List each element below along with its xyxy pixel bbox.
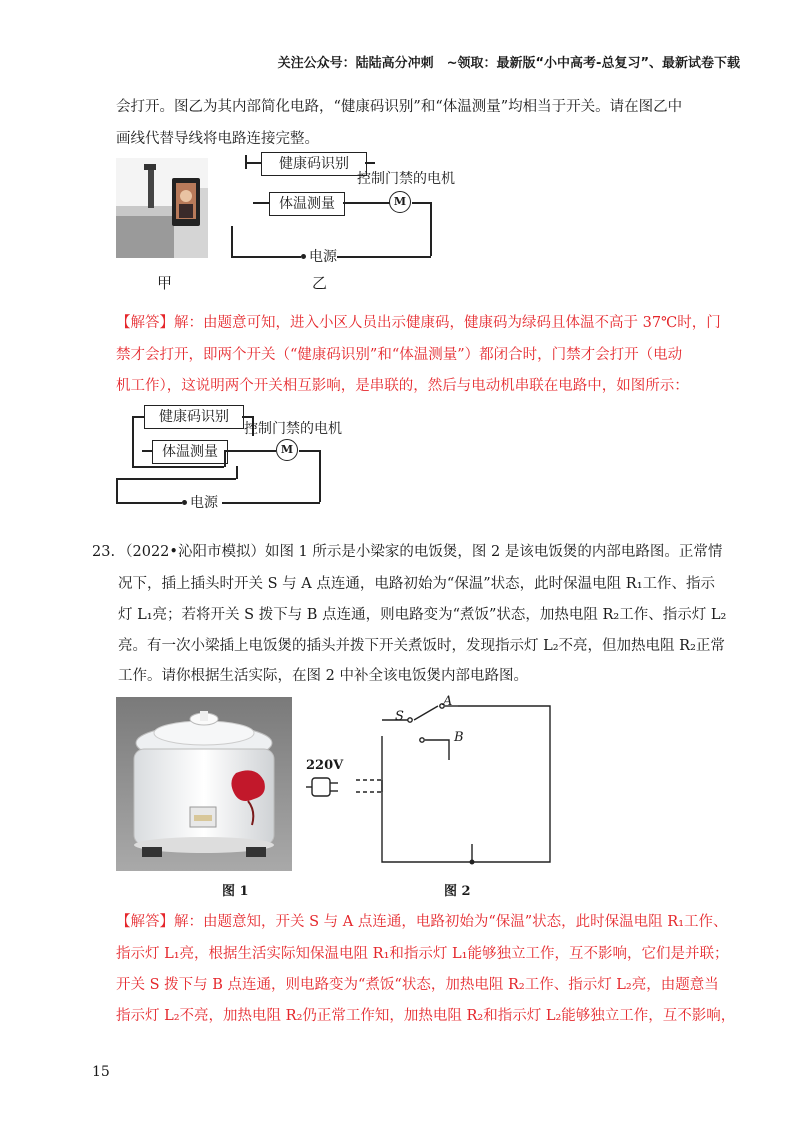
motor-label-answer: 控制门禁的电机 [244,421,342,437]
power-label: 电源 [309,246,337,266]
voltage-label: 220V [306,758,344,773]
answer-text: 解：由题意可知，进入小区人员出示健康码，健康码为绿码且体温不高于 37℃时，门 [174,315,721,331]
q23-answer-line-1 [116,907,728,938]
q23-line-4: 亮。有一次小梁插上电饭煲的插头并拨下开关煮饭时，发现指示灯 L₂不亮，但加热电阻 R₂正常 [118,638,725,654]
box-temperature: 体温测量 [269,192,345,216]
motor-label: 控制门禁的电机 [357,171,455,187]
power-label-answer: 电源 [190,492,218,512]
q23-answer-line-2: 指示灯 L₁亮，根据生活实际知保温电阻 R₁和指示灯 L₁能够独立工作，互不影响，它们是并联； [116,946,729,962]
q23-line-3: 灯 L₁亮；若将开关 S 拨下与 B 点连通，则电路变为“煮饭”状态，加热电阻 R₂工作、指示灯 L₂ [118,607,727,623]
figure-yi-label: 乙 [312,274,328,292]
figure-jia-photo [116,158,208,258]
motor-symbol-answer: M [276,439,298,461]
switch-s-label: S [395,709,404,724]
q22-line-2: 画线代替导线将电路连接完整。 [116,131,319,147]
point-a-label: A [443,694,453,709]
box-health-code: 健康码识别 [261,152,367,176]
q23-line-1: （2022•沁阳市模拟）如图 1 所示是小梁家的电饭煲，图 2 是该电饭煲的内部电路图。正常情 [118,544,723,560]
page-number: 15 [92,1064,110,1080]
figure-2-circuit [306,694,556,874]
box-temperature-answer: 体温测量 [152,440,228,464]
figure-2-caption: 图 2 [444,884,471,899]
q22-answer-line-1 [116,308,721,339]
figure-1-caption: 图 1 [222,884,249,899]
answer-tag: 【解答】 [116,315,174,331]
box-health-code-answer: 健康码识别 [144,405,244,429]
q23-line-2: 况下，插上插头时开关 S 与 A 点连通，电路初始为“保温”状态，此时保温电阻 R₁工作、指示 [118,576,716,592]
figure-jia-label: 甲 [157,274,173,292]
rice-cooker-photo [116,697,292,871]
q22-line-1: 会打开。图乙为其内部简化电路，“健康码识别”和“体温测量”均相当于开关。请在图乙中 [116,99,683,115]
q22-answer-line-2: 禁才会打开，即两个开关（“健康码识别”和“体温测量”）都闭合时，门禁才会打开（电动 [116,347,683,363]
point-b-label: B [454,730,464,745]
q23-answer-line-3: 开关 S 拨下与 B 点连通，则电路变为“煮饭“状态，加热电阻 R₂工作、指示灯 L₂亮，由题意当 [116,977,719,993]
answer-tag-23: 【解答】 [116,914,174,930]
q23-number: 23. [92,544,116,560]
q22-answer-line-3: 机工作），这说明两个开关相互影响，是串联的，然后与电动机串联在电路中，如图所示： [116,378,689,394]
page-header: 关注公众号：陆陆高分冲刺 ~领取：最新版“小中高考-总复习”、最新试卷下载 [277,56,740,71]
q23-line-5: 工作。请你根据生活实际，在图 2 中补全该电饭煲内部电路图。 [118,668,528,684]
answer-text-23: 解：由题意知，开关 S 与 A 点连通，电路初始为“保温”状态，此时保温电阻 R₁工作、 [174,914,728,930]
motor-symbol: M [389,191,411,213]
q23-answer-line-4: 指示灯 L₂不亮，加热电阻 R₂仍正常工作知，加热电阻 R₂和指示灯 L₂能够独立工作，互不影响， [116,1008,736,1024]
